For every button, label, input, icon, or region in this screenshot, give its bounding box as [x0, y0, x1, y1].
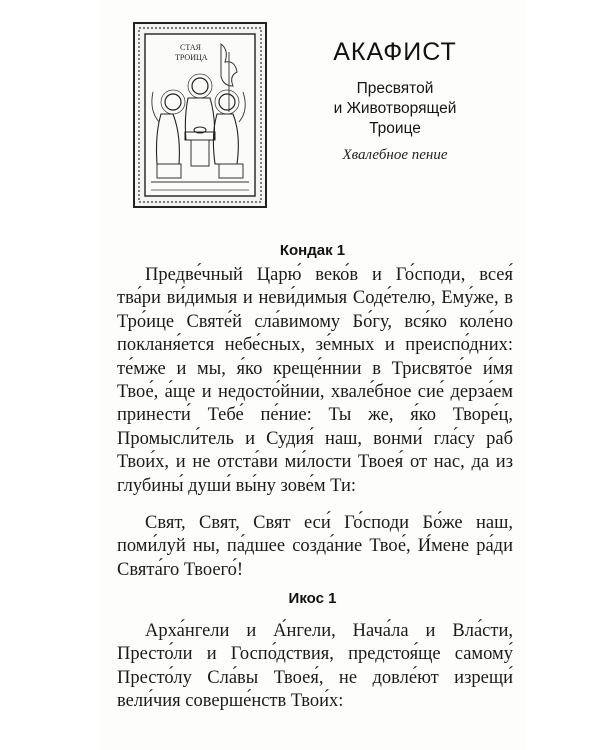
ikos-text [117, 620, 513, 714]
trinity-icon-illustration [133, 22, 267, 208]
kondak-text [117, 264, 513, 498]
subtitle-line-2: и Животворящей [333, 100, 457, 117]
subtitle-line-1: Пресвятой [356, 80, 434, 97]
page-title: АКАФИСТ [333, 38, 457, 66]
kondak-refrain [117, 512, 513, 582]
subtitle-italic: Хвалебное пение [342, 147, 448, 163]
akathist-header [290, 38, 500, 164]
kondak-heading: Кондак 1 [279, 242, 346, 259]
icon-caption-1: СТАЯ [180, 43, 201, 52]
icon-caption-2: ТРОИЦА [175, 53, 208, 62]
ikos-heading: Икос 1 [288, 590, 337, 607]
kondak-paragraph-1: Предве́чный Царю́ веко́в и Го́споди, всея́ тва́ри ви́димыя и неви́димыя Соде́телю, Ему́же, в Тро́ице Святе́й сла́вимому Бо́гу, вся́ко коле́но покланя́ется небе́сных, зе́мных и преиспо́дних: те́мже и мы, я́ко креще́ннии в Трисвято́е и́мя Твое́, а́ще и недосто́йнии, хвале́бное сие́ дерза́ем принести́ Тебе́ пе́ние: Ты же, я́ко Творе́ц, Промысли́тель и Судия́ наш, вонми́ гла́су раб Твои́х, и не отста́ви ми́лости Твоея́ от нас, да из глубины́ души́ вы́ну зове́м Ти: [117, 265, 513, 496]
ikos-paragraph-1: Арха́нгели и А́нгели, Нача́ла и Вла́сти, Престо́ли и Госпо́дствия, предстоя́ще самому́ Престо́лу Сла́вы Твоея́, не довле́ют изрещи́ вели́чия соверше́нств Твои́х: [117, 621, 513, 712]
kondak-paragraph-2: Свят, Свят, Свят еси́ Го́споди Бо́же наш, поми́луй ны, па́дшее созда́ние Твое́, И́мене ра́ди Свята́го Твоего́! [117, 513, 513, 580]
subtitle-line-3: Троице [369, 120, 421, 137]
